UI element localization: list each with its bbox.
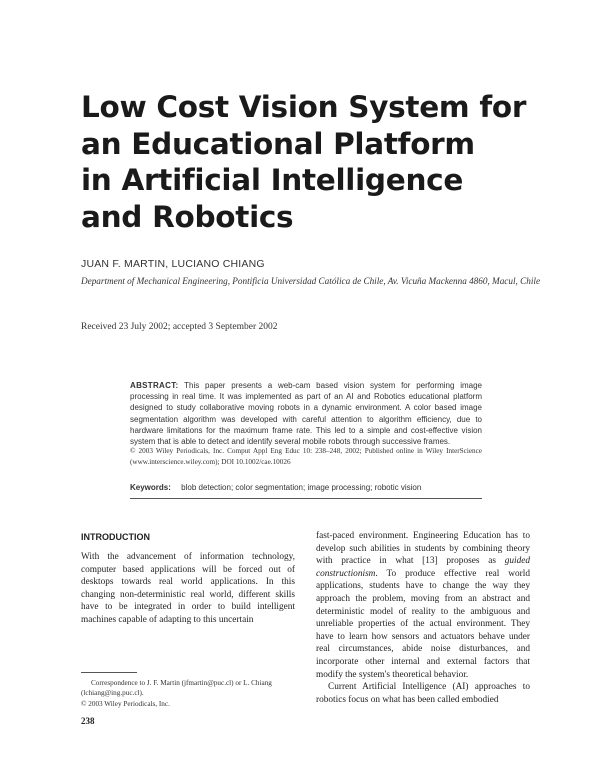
abstract-label: ABSTRACT: [130,381,179,390]
affiliation: Department of Mechanical Engineering, Pontificia Universidad Católica de Chile, Av. Vicuña Mackenna 4860, Macul, Chile [81,276,541,286]
title-line-1: Low Cost Vision System for [81,90,527,124]
citation: © 2003 Wiley Periodicals, Inc. Comput Appl Eng Educ 10: 238–248, 2002; Published online in Wiley InterScience (www.interscience.wiley.com); DOI 10.1002/cae.10026 [130,447,482,467]
article-title [81,89,561,235]
intro-paragraph-2 [316,530,530,681]
abstract [130,380,482,447]
keywords-divider [130,498,482,499]
footnote-divider [81,672,137,673]
intro-paragraph-3: Current Artificial Intelligence (AI) approaches to robotics focus on what has been called embodied [316,682,530,705]
right-column [316,530,530,706]
page-number: 238 [81,716,95,726]
correspondence-note: Correspondence to J. F. Martin (jfmartin@puc.cl) or L. Chiang (lchiang@ing.puc.cl). [81,679,272,698]
title-line-2: an Educational Platform [81,126,475,161]
received-date: Received 23 July 2002; accepted 3 September 2002 [81,322,278,332]
keywords-label: Keywords: [130,483,171,492]
keywords [130,483,482,492]
emphasis-term: guided constructionism [316,556,530,579]
authors: JUAN F. MARTIN, LUCIANO CHIANG [81,258,265,270]
section-heading: INTRODUCTION [81,532,150,542]
title-line-3: in Artificial Intelligence [81,163,464,197]
copyright-note: © 2003 Wiley Periodicals, Inc. [81,699,170,708]
paragraph-text: . To produce effective real world applications, students have to change the way they approach the problem, moving from an abstract and deterministic model of reality to the ambiguous and unreliable properties of the actual environment. They have to learn how sensors and actuators behave under real circumstances, abide noise disturbances, and incorporate other internal and external factors that modify the system's theoretical behavior. [316,568,530,680]
abstract-text: This paper presents a web-cam based vision system for performing image processing in real time. It was implemented as part of an AI and Robotics educational platform designed to study collaborative moving robots in a dynamic environment. A color based image segmentation algorithm was developed with careful attention to algorithm efficiency, due to hardware limitations for the maximum frame rate. This led to a simple and cost-effective vision system that is able to detect and identify several mobile robots through successive frames. [130,381,483,447]
footnote [81,678,295,709]
title-line-4: and Robotics [81,199,294,234]
paragraph-text: fast-paced environment. Engineering Education has to develop such abilities in students by combining theory with practice in what [13] proposes as [316,531,530,567]
keywords-text: blob detection; color segmentation; image processing; robotic vision [181,483,422,492]
intro-paragraph-1: With the advancement of information technology, computer based applications will be forced out of desktops towards real world applications. In this changing non-deterministic real world, different skills have to be integrated in order to build intelligent machines capable of adapting to this uncertain [81,552,295,625]
left-column [81,551,295,627]
